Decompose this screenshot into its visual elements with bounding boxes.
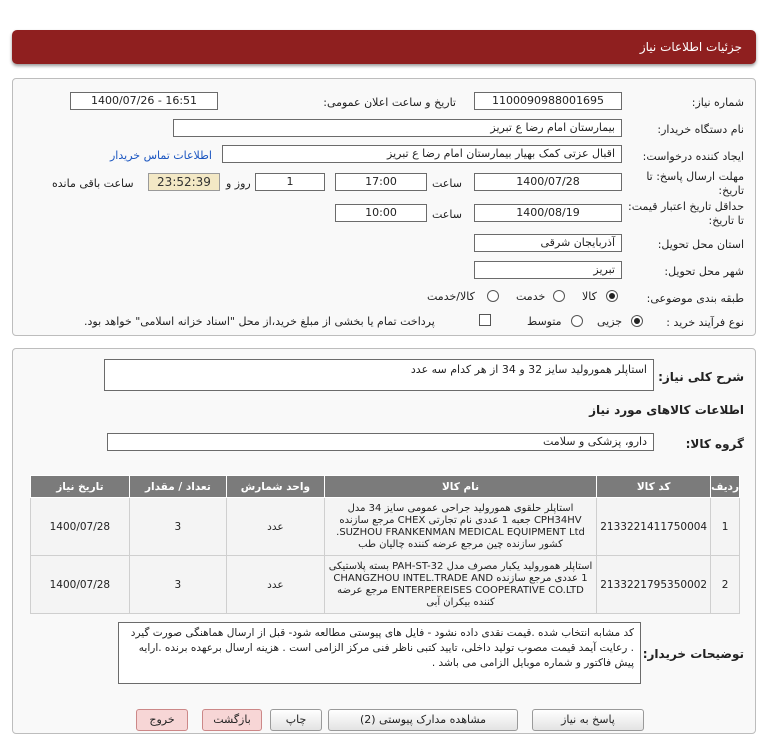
- treasury-payment-checkbox[interactable]: [479, 314, 491, 326]
- col-qty: تعداد / مقدار: [129, 476, 226, 498]
- page-title: جزئیات اطلاعات نیاز: [639, 40, 742, 54]
- category-radio-service[interactable]: [553, 290, 565, 302]
- back-button[interactable]: بازگشت: [202, 709, 262, 731]
- validity-time-label: ساعت: [432, 208, 462, 221]
- goods-name: استاپلر حلقوی همورولید جراحی عمومی سایز 34 مدل CPH34HV جعبه 1 عددی نام تجارتی CHEX مرجع سازنده SUZHOU FRANKENMAN MEDICAL EQUIPMENT Ltd. کشور سازنده چین مرجع عرضه کننده چالیان طب: [324, 498, 596, 556]
- validity-date-field: 1400/08/19: [474, 204, 622, 222]
- price-validity-label: حداقل تاریخ اعتبار قیمت: تا تاریخ:: [628, 200, 744, 227]
- goods-unit: عدد: [227, 556, 325, 614]
- need-date: 1400/07/28: [31, 556, 130, 614]
- reply-button[interactable]: پاسخ به نیاز: [532, 709, 644, 731]
- goods-qty: 3: [129, 556, 226, 614]
- col-unit: واحد شمارش: [227, 476, 325, 498]
- announce-date-label: تاریخ و ساعت اعلان عمومی:: [323, 96, 456, 109]
- category-label: طبقه بندی موضوعی:: [646, 292, 744, 305]
- page-header: [12, 30, 756, 64]
- attachments-button[interactable]: مشاهده مدارک پیوستی (2): [328, 709, 518, 731]
- treasury-payment-note: پرداخت تمام یا بخشی از مبلغ خرید،از محل "اسناد خزانه اسلامی" خواهد بود.: [84, 315, 435, 328]
- buyer-org-field: بیمارستان امام رضا ع تبریز: [173, 119, 622, 137]
- buyer-contact-link[interactable]: اطلاعات تماس خریدار: [110, 149, 212, 162]
- city-label: شهر محل تحویل:: [664, 265, 744, 278]
- province-label: استان محل تحویل:: [657, 238, 744, 251]
- purchase-option-minor: جزیی: [597, 315, 623, 328]
- announce-date-field: 1400/07/26 - 16:51: [70, 92, 218, 110]
- row-number: 1: [711, 498, 740, 556]
- purchase-radio-medium[interactable]: [571, 315, 583, 327]
- need-number-field: 1100090988001695: [474, 92, 622, 110]
- category-radio-goods[interactable]: [606, 290, 618, 302]
- table-row: [31, 498, 740, 556]
- need-number-label: شماره نیاز:: [691, 96, 744, 109]
- goods-qty: 3: [129, 498, 226, 556]
- need-date: 1400/07/28: [31, 498, 130, 556]
- goods-code: 2133221795350002: [597, 556, 711, 614]
- remaining-time-label: ساعت باقی مانده: [52, 177, 134, 190]
- row-number: 2: [711, 556, 740, 614]
- goods-table: [30, 475, 740, 614]
- print-button[interactable]: چاپ: [270, 709, 322, 731]
- buyer-notes-field: کد مشابه انتخاب شده .قیمت نقدی داده نشود - فایل های پیوستی مطالعه شود- قبل از ارسال هماهنگی صورت گیرد . رعایت آیمد قیمت مصوب تولید داخلی، تایید کتبی ناظر فنی مرکز الزامی است . هزینه ارسال برعهده برنده .ارایه پیش فاکتور و شماره موبایل الزامی می باشد .: [118, 622, 641, 684]
- goods-unit: عدد: [227, 498, 325, 556]
- city-field: تبریز: [474, 261, 622, 279]
- purchase-type-label: نوع فرآیند خرید :: [666, 316, 744, 329]
- buyer-org-label: نام دستگاه خریدار:: [657, 123, 744, 136]
- remaining-days-field: 1: [255, 173, 325, 191]
- reply-date-field: 1400/07/28: [474, 173, 622, 191]
- reply-time-label: ساعت: [432, 177, 462, 190]
- col-code: کد کالا: [597, 476, 711, 498]
- goods-table-header: [31, 476, 740, 498]
- buyer-notes-label: توضیحات خریدار:: [642, 647, 744, 661]
- goods-code: 2133221411750004: [597, 498, 711, 556]
- category-option-goods-service: کالا/خدمت: [427, 290, 475, 303]
- category-option-goods: کالا: [582, 290, 597, 303]
- purchase-option-medium: متوسط: [527, 315, 562, 328]
- goods-group-label: گروه کالا:: [685, 437, 744, 451]
- col-date: تاریخ نیاز: [31, 476, 130, 498]
- exit-button[interactable]: خروج: [136, 709, 188, 731]
- goods-info-title: اطلاعات کالاهای مورد نیاز: [589, 403, 744, 417]
- purchase-radio-minor[interactable]: [631, 315, 643, 327]
- validity-time-field: 10:00: [335, 204, 427, 222]
- province-field: آذربایجان شرقی: [474, 234, 622, 252]
- col-row: ردیف: [711, 476, 740, 498]
- goods-name: استاپلر همورولید یکبار مصرف مدل PAH-ST-32 بسته پلاستیکی 1 عددی مرجع سازنده CHANGZHOU INTEL.TRADE AND ENTERPEREISES COOPERATIVE CO.LTD مرجع عرضه کننده بیکران آبی: [324, 556, 596, 614]
- goods-group-field: دارو، پزشکی و سلامت: [107, 433, 654, 451]
- general-desc-field: استاپلر همورولید سایز 32 و 34 از هر کدام سه عدد: [104, 359, 654, 391]
- reply-deadline-label: مهلت ارسال پاسخ: تا تاریخ:: [646, 170, 744, 197]
- table-row: [31, 556, 740, 614]
- remaining-time-field: 23:52:39: [148, 173, 220, 191]
- general-desc-label: شرح کلی نیاز:: [658, 370, 744, 384]
- category-option-service: خدمت: [516, 290, 546, 303]
- category-radio-goods-service[interactable]: [487, 290, 499, 302]
- creator-field: اقبال عزتی کمک بهیار بیمارستان امام رضا ع تبریز: [222, 145, 622, 163]
- col-name: نام کالا: [324, 476, 596, 498]
- days-label: روز و: [226, 177, 251, 190]
- creator-label: ایجاد کننده درخواست:: [642, 150, 744, 163]
- reply-time-field: 17:00: [335, 173, 427, 191]
